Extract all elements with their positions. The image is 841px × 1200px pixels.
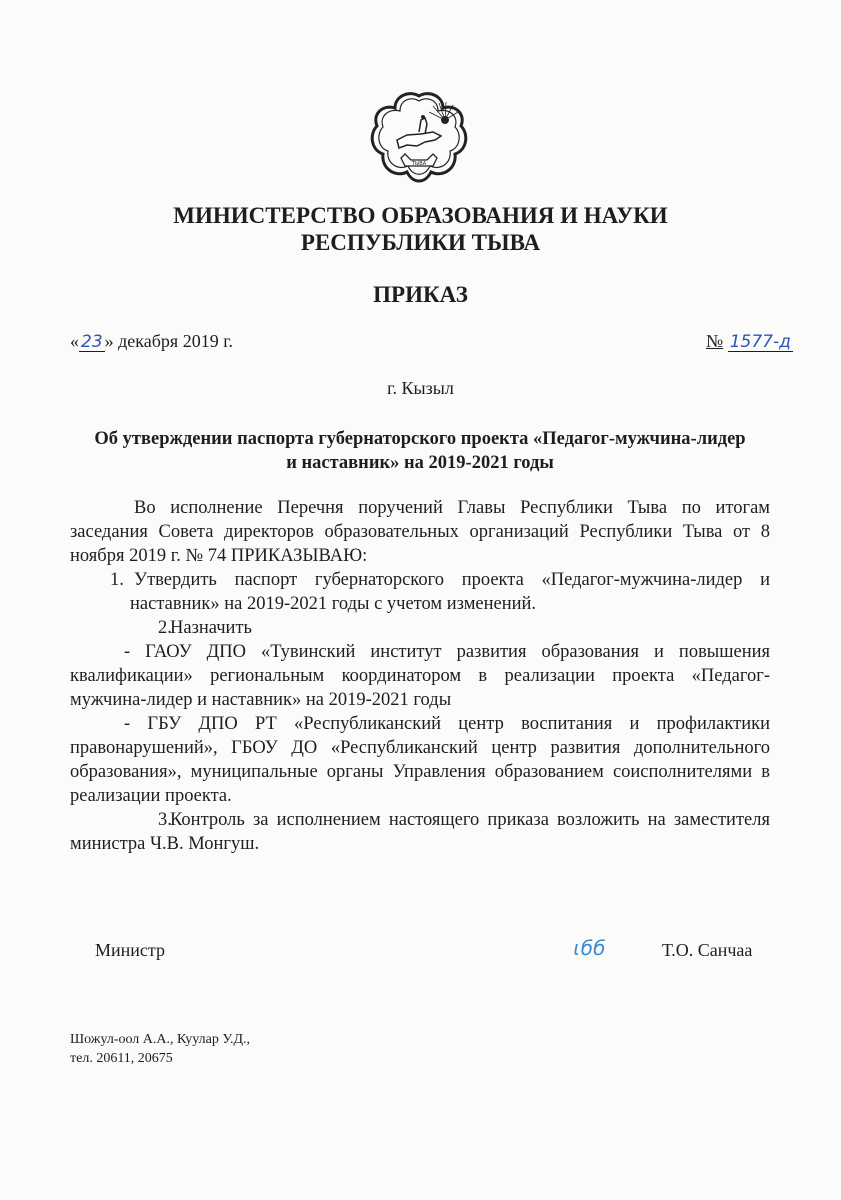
city-line: г. Кызыл (387, 378, 454, 398)
signer-name: Т.О. Санчаа (662, 940, 753, 960)
item-1-number: 1. (110, 570, 124, 590)
signer-position: Министр (95, 940, 165, 960)
order-number-handwritten: 1577-д (729, 332, 791, 352)
ministry-name-line1: МИНИСТЕРСТВО ОБРАЗОВАНИЯ И НАУКИ (173, 203, 668, 228)
item-2-number: 2. (158, 618, 172, 638)
executor-phones: тел. 20611, 20675 (70, 1051, 173, 1066)
subject-line1: Об утверждении паспорта губернаторского проекта «Педагог-мужчина-лидер (94, 429, 746, 449)
item-1-text: Утвердить паспорт губернаторского проекта «Педагог-мужчина-лидер и наставник» на 2019-2021 годы с учетом изменений. (130, 570, 770, 614)
ministry-name-line2: РЕСПУБЛИКИ ТЫВА (300, 230, 541, 255)
item-3-number: 3. (158, 810, 172, 830)
date-open-quote: « (70, 331, 79, 351)
order-body (70, 496, 770, 856)
ministry-header (0, 202, 841, 256)
item-2-subitem-1: - ГАОУ ДПО «Тувинский институт развития образования и повышения квалификации» региональным координатором в реализации проекта «Педагог-мужчина-лидер и наставник» на 2019-2021 годы (70, 642, 770, 710)
preamble-paragraph: Во исполнение Перечня поручений Главы Республики Тыва по итогам заседания Совета директоров образовательных организаций Республики Тыва от 8 ноября 2019 г. № 74 ПРИКАЗЫВАЮ: (70, 498, 770, 566)
number-sign: № (706, 331, 724, 351)
order-subject (70, 427, 770, 475)
item-2-text: Назначить (170, 618, 252, 638)
emblem-ribbon-text: ТЫВА (411, 161, 427, 167)
order-date (70, 331, 233, 352)
order-number (706, 331, 793, 352)
item-2 (70, 616, 770, 640)
date-day-handwritten: 23 (81, 332, 103, 352)
item-3-text: Контроль за исполнением настоящего приказа возложить на заместителя министра Ч.В. Монгуш. (70, 810, 770, 854)
item-2-subitem-2: - ГБУ ДПО РТ «Республиканский центр воспитания и профилактики правонарушений», ГБОУ ДО «Республиканский центр развития дополнительного образования», муниципальные органы Управления образованием соисполнителями в реализации проекта. (70, 714, 770, 806)
executor-names: Шожул-оол А.А., Куулар У.Д., (70, 1032, 251, 1047)
item-1 (70, 568, 770, 616)
item-3 (70, 808, 770, 856)
date-month-year: » декабря 2019 г. (104, 331, 234, 351)
handwritten-signature: ɩбб (573, 936, 606, 960)
document-type-title: ПРИКАЗ (373, 282, 468, 307)
tuva-emblem-icon (369, 88, 469, 188)
signature-block (95, 936, 795, 961)
subject-line2: и наставник» на 2019-2021 годы (286, 453, 554, 473)
executor-block (70, 1030, 250, 1068)
